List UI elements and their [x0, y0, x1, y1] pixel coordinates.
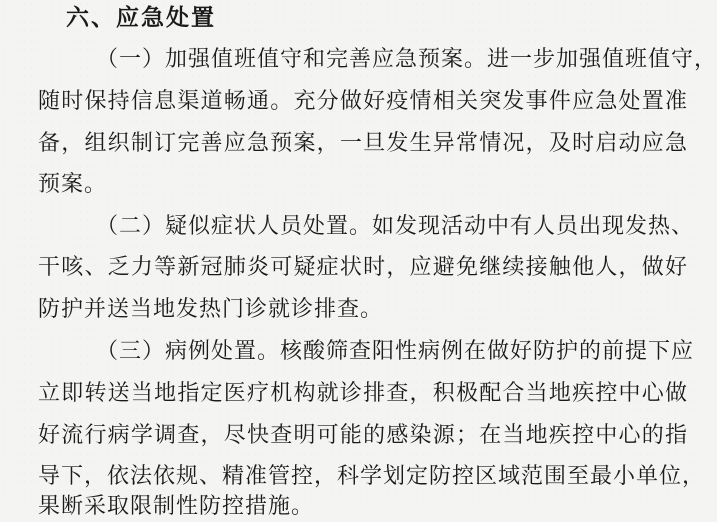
paragraph-3-line-3: 好流行病学调查，尽快查明可能的感染源；在当地疾控中心的指 [38, 423, 688, 448]
paragraph-3-line-5: 果断采取限制性防控措施。 [38, 494, 315, 519]
paragraph-1-line-1: （一）加强值班值守和完善应急预案。进一步加强值班值守， [96, 47, 717, 72]
paragraph-3-line-4: 导下，依法依规、精准管控，科学划定防控区域范围至最小单位， [38, 464, 706, 489]
paragraph-1-line-4: 预案。 [38, 172, 108, 197]
paragraph-1-line-3: 备，组织制订完善应急预案，一旦发生异常情况，及时启动应急 [38, 131, 688, 156]
paragraph-2-line-1: （二）疑似症状人员处置。如发现活动中有人员出现发热、 [96, 214, 695, 239]
paragraph-1-line-2: 随时保持信息渠道畅通。充分做好疫情相关突发事件应急处置准 [38, 89, 688, 114]
paragraph-3-line-1: （三）病例处置。核酸筛查阳性病例在做好防护的前提下应 [96, 339, 695, 364]
paragraph-3-line-2: 立即转送当地指定医疗机构就诊排查，积极配合当地疾控中心做 [38, 381, 688, 406]
paragraph-2-line-2: 干咳、乏力等新冠肺炎可疑症状时，应避免继续接触他人，做好 [38, 255, 688, 280]
paragraph-2-line-3: 防护并送当地发热门诊就诊排查。 [38, 297, 384, 322]
section-heading: 六、应急处置 [66, 4, 216, 31]
